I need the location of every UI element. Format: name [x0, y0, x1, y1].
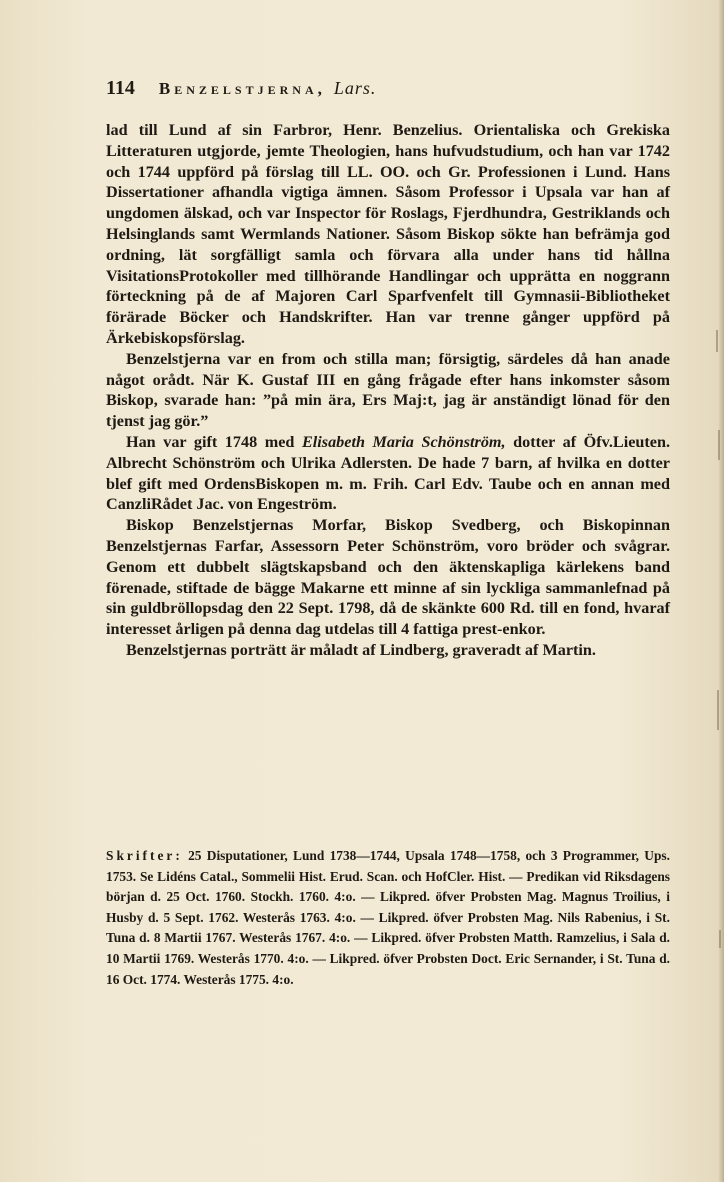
margin-mark	[717, 690, 719, 730]
main-text	[106, 120, 670, 661]
paragraph: Benzelstjernas porträtt är måladt af Lindberg, graveradt af Martin.	[126, 640, 596, 659]
writings-label: Skrifter:	[106, 848, 183, 863]
writings-list	[106, 846, 670, 990]
margin-mark	[719, 930, 721, 948]
paragraph: lad till Lund af sin Farbror, Henr. Benzelius. Orientaliska och Grekiska Litteraturen utgjorde, jemte Theologien, hans hufvudstudium, och han var 1742 och 1744 uppförd på förslag till LL. OO. och Gr. Professionen i Lund. Hans Dissertationer afhandla vigtiga ämnen. Såsom Professor i Upsala var han af ungdomen älskad, och var Inspector för Roslags, Fjerdhundra, Gestriklands och Helsinglands samt Wermlands Nationer. Såsom Biskop sökte han befrämja god ordning, lät sorgfälligt samla och förvara alla under hans tid hållna VisitationsProtokoller med tillhörande Handlingar och upprätta en noggrann förteckning på de af Majoren Carl Sparfvenfelt till Gymnasii-Bibliotheket förärade Böcker och Handskrifter. Han var trenne gånger uppförd på Ärkebiskopsförslag.	[106, 121, 670, 347]
marriage-intro: Han var gift 1748 med	[126, 432, 295, 451]
paragraph-marriage	[106, 432, 670, 515]
paragraph: Biskop Benzelstjernas Morfar, Biskop Svedberg, och Biskopinnan Benzelstjernas Farfar, Assessorn Peter Schönström, voro bröder och svågrar. Genom ett dubbelt slägtskapsband och den äktenskapliga kärlekens band förenade, stiftade de bägge Makarne ett minne af sin lyckliga sammanlefnad på sin guldbröllopsdag den 22 Sept. 1798, då de skänkte 600 Rd. till en fond, hvaraf interesset årligen på denna dag utdelas till 4 fattiga prest-enkor.	[106, 516, 670, 639]
running-head-name: Lars.	[333, 78, 377, 98]
marriage-details: dotter af Öfv.Lieuten. Albrecht Schönström och Ulrika Adlersten. De hade 7 barn, af hvilka en dotter blef gift med OrdensBiskopen m. m. Frih. Carl Edv. Taube och en annan med CanzliRådet Jac. von Engeström.	[106, 432, 671, 514]
margin-mark	[716, 330, 718, 352]
margin-mark	[718, 430, 720, 460]
spouse-name: Elisabeth Maria Schönström,	[301, 432, 506, 451]
paragraph: Benzelstjerna var en from och stilla man; försigtig, särdeles då han anade något orådt. När K. Gustaf III en gång frågade efter hans inkomster såsom Biskop, svarade han: ”på min ära, Ers Maj:t, jag är anständigt lönad för den tjenst jag gör.”	[106, 349, 670, 431]
running-head: Benzelstjerna,	[158, 79, 326, 98]
writings-text: 25 Disputationer, Lund 1738—1744, Upsala 1748—1758, och 3 Programmer, Ups. 1753. Se Lidéns Catal., Sommelii Hist. Erud. Scan. och HofCler. Hist. — Predikan vid Riksdagens början d. 25 Oct. 1760. Stockh. 1760. 4:o. — Likpred. öfver Probsten Mag. Magnus Troilius, i Husby d. 5 Sept. 1762. Westerås 1763. 4:o. — Likpred. öfver Probsten Mag. Nils Rabenius, i St. Tuna d. 8 Martii 1767. Westerås 1767. 4:o. — Likpred. öfver Probsten Matth. Ramzelius, i Sala d. 10 Martii 1769. Westerås 1770. 4:o. — Likpred. öfver Probsten Doct. Eric Sernander, i St. Tuna d. 16 Oct. 1774. Westerås 1775. 4:o.	[106, 848, 670, 987]
page-header	[106, 77, 666, 103]
page-edge-shadow	[718, 0, 724, 1182]
page-number: 114	[106, 77, 135, 99]
